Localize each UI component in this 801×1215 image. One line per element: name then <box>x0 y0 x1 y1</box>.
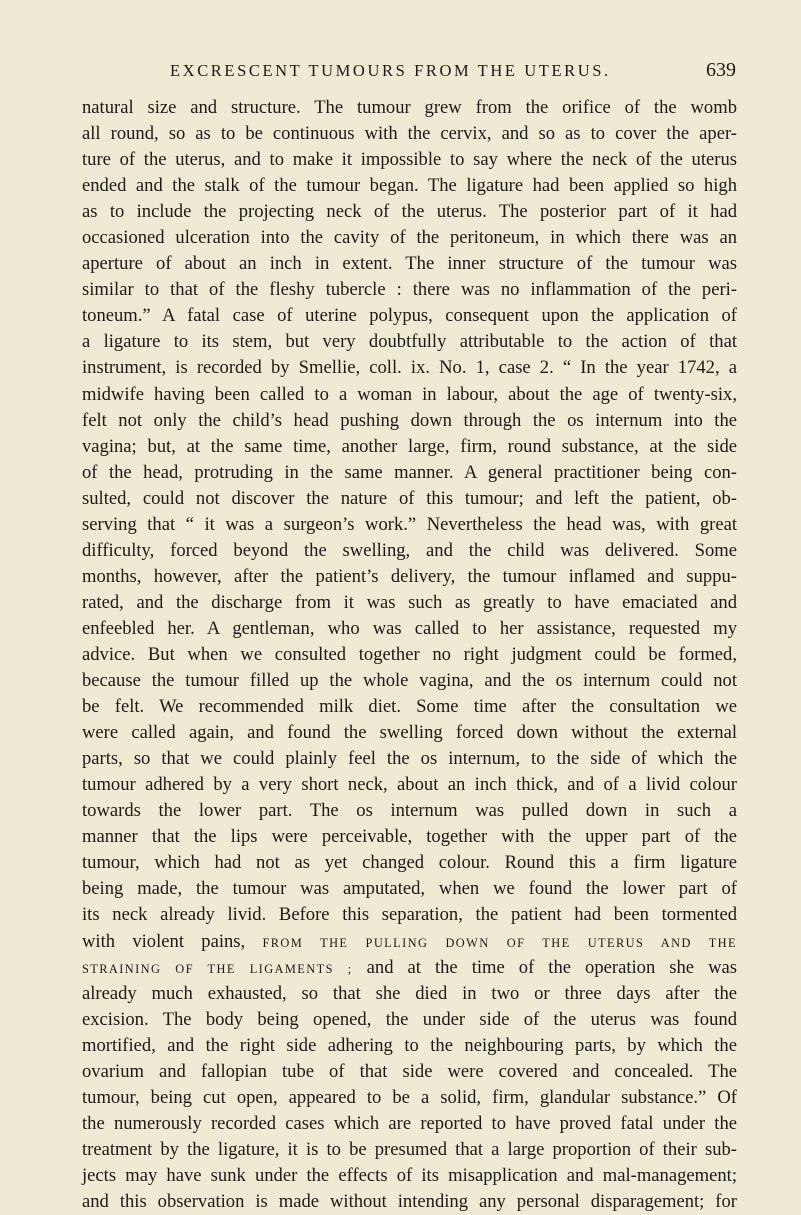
text-line: all round, so as to be continuous with the cervix, and so as to cover the aper- <box>82 123 737 145</box>
text-run: and at the time of the operation she was <box>366 956 737 978</box>
text-line-mixed <box>82 955 737 981</box>
text-line: felt not only the child’s head pushing down through the os internum into the <box>82 409 737 431</box>
text-line: and this observation is made without intending any personal disparagement; for <box>82 1190 737 1212</box>
text-line: toneum.” A fatal case of uterine polypus, consequent upon the application of <box>82 305 737 327</box>
text-line: tumour, being cut open, appeared to be a solid, firm, glandular substance.” Of <box>82 1086 737 1108</box>
text-line: excision. The body being opened, the under side of the uterus was found <box>82 1008 737 1030</box>
text-line: already much exhausted, so that she died in two or three days after the <box>82 982 737 1004</box>
text-line: ture of the uterus, and to make it impossible to say where the neck of the uterus <box>82 149 737 171</box>
running-title: EXCRESCENT TUMOURS FROM THE UTERUS. <box>170 61 611 80</box>
text-line: tumour, which had not as yet changed colour. Round this a firm ligature <box>82 852 737 874</box>
small-caps-run: STRAINING OF THE LIGAMENTS ; <box>82 961 353 976</box>
text-line: towards the lower part. The os internum was pulled down in such a <box>82 800 737 822</box>
small-caps-run: FROM THE PULLING DOWN OF THE UTERUS AND THE <box>262 935 737 950</box>
text-line: as to include the projecting neck of the uterus. The posterior part of it had <box>82 201 737 223</box>
text-line: manner that the lips were perceivable, together with the upper part of the <box>82 826 737 848</box>
text-line: enfeebled her. A gentleman, who was called to her assistance, requested my <box>82 617 737 639</box>
text-line: difficulty, forced beyond the swelling, and the child was delivered. Some <box>82 539 737 561</box>
text-line: its neck already livid. Before this separation, the patient had been tormented <box>82 904 737 926</box>
text-run: with violent pains, <box>82 930 246 952</box>
text-line: ovarium and fallopian tube of that side were covered and concealed. The <box>82 1060 737 1082</box>
text-line: rated, and the discharge from it was such as greatly to have emaciated and <box>82 591 737 613</box>
text-line: serving that “ it was a surgeon’s work.” Nevertheless the head was, with great <box>82 513 737 535</box>
text-line: because the tumour filled up the whole vagina, and the os internum could not <box>82 670 737 692</box>
text-line: mortified, and the right side adhering to the neighbouring parts, by which the <box>82 1034 737 1056</box>
text-line: months, however, after the patient’s delivery, the tumour inflamed and suppu- <box>82 565 737 587</box>
text-line: advice. But when we consulted together no right judgment could be formed, <box>82 643 737 665</box>
text-line: be felt. We recommended milk diet. Some time after the consultation we <box>82 696 737 718</box>
text-line: jects may have sunk under the effects of its misapplication and mal-management; <box>82 1164 737 1186</box>
running-head <box>0 61 801 85</box>
body-text <box>82 95 737 1215</box>
text-line: ended and the stalk of the tumour began. The ligature had been applied so high <box>82 175 737 197</box>
text-line: sulted, could not discover the nature of this tumour; and left the patient, ob- <box>82 487 737 509</box>
text-line: tumour adhered by a very short neck, about an inch thick, and of a livid colour <box>82 774 737 796</box>
text-line: the numerously recorded cases which are reported to have proved fatal under the <box>82 1112 737 1134</box>
text-line: a ligature to its stem, but very doubtfully attributable to the action of that <box>82 331 737 353</box>
text-line: natural size and structure. The tumour grew from the orifice of the womb <box>82 97 737 118</box>
page-number: 639 <box>706 59 736 81</box>
text-line: parts, so that we could plainly feel the os internum, to the side of which the <box>82 748 737 770</box>
text-line: treatment by the ligature, it is to be presumed that a large proportion of their sub- <box>82 1138 737 1160</box>
text-line-mixed <box>82 929 737 955</box>
text-line: occasioned ulceration into the cavity of the peritoneum, in which there was an <box>82 227 737 249</box>
text-line: instrument, is recorded by Smellie, coll. ix. No. 1, case 2. “ In the year 1742, a <box>82 357 737 379</box>
text-line: midwife having been called to a woman in labour, about the age of twenty-six, <box>82 383 737 405</box>
text-line: vagina; but, at the same time, another large, firm, round substance, at the side <box>82 435 737 457</box>
text-line: of the head, protruding in the same manner. A general practitioner being con- <box>82 461 737 483</box>
text-line: being made, the tumour was amputated, when we found the lower part of <box>82 878 737 900</box>
text-line: aperture of about an inch in extent. The inner structure of the tumour was <box>82 253 737 275</box>
text-line: were called again, and found the swelling forced down without the external <box>82 722 737 744</box>
text-line: similar to that of the fleshy tubercle : there was no inflammation of the peri- <box>82 279 737 301</box>
